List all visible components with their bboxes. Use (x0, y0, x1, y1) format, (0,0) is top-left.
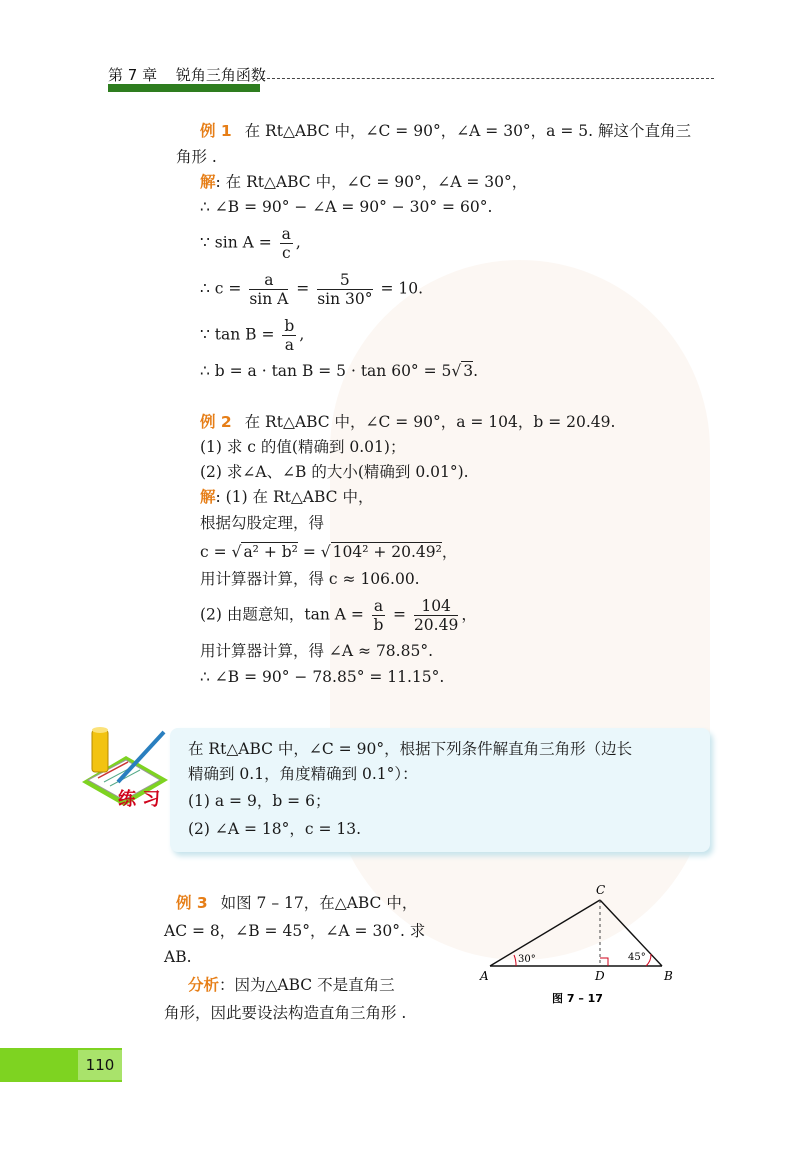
fraction-b-over-a (282, 317, 296, 354)
sqrt-radicand: a² + b² (243, 543, 298, 561)
vertex-label-C: C (596, 883, 606, 897)
example3-analysis-line1 (188, 974, 395, 996)
example1-line3 (200, 225, 301, 262)
figure-caption: 图 7 – 17 (552, 992, 603, 1005)
example3-analysis-tag: 分析 (188, 976, 220, 994)
fraction-denominator: 20.49 (413, 616, 459, 634)
example2-c-prefix: c = (200, 543, 227, 561)
example1-line5-suffix: , (299, 325, 305, 344)
example1-line4 (200, 271, 423, 308)
header-underline-bar (108, 84, 260, 92)
right-angle-mark (600, 958, 608, 966)
side-AC (490, 900, 600, 966)
fraction-denominator: c (281, 244, 291, 262)
vertex-label-D: D (595, 969, 605, 983)
sqrt-symbol: √ (320, 543, 331, 561)
example3-tag: 例 3 (176, 894, 208, 912)
fraction-numerator: 5 (317, 271, 372, 290)
example1-solution-line1 (200, 171, 527, 193)
fraction-104-over-2049 (414, 597, 458, 634)
fraction-numerator: a (249, 271, 288, 290)
example3-analysis-text: ：因为△ABC 不是直角三 (219, 976, 395, 994)
example1-line4-prefix: ∴ c = (200, 279, 242, 298)
example2-c-suffix: ， (441, 543, 458, 561)
angle-arc-A (514, 955, 516, 966)
example2-c-line (200, 541, 457, 563)
sqrt-radicand: 104² + 20.49² (332, 543, 442, 561)
fraction-a-over-c (280, 225, 293, 262)
example1-line4-suffix: = 10. (380, 279, 424, 298)
vertex-label-B: B (664, 969, 673, 983)
example1-line6 (200, 360, 478, 382)
example2-pythagoras-line: 根据勾股定理，得 (200, 514, 325, 532)
example2-tan-suffix: ， (461, 605, 477, 624)
example2-tag: 例 2 (200, 413, 232, 431)
fraction-a-over-b (372, 597, 385, 634)
example1-tag: 例 1 (200, 122, 232, 140)
example1-line6-suffix: . (473, 362, 479, 380)
fraction-denominator: a (284, 336, 295, 354)
example1-line3-suffix: , (295, 233, 301, 252)
vertex-label-A: A (480, 969, 489, 983)
example2-statement-text: 在 Rt△ABC 中，∠C = 90°，a = 104，b = 20.49. (244, 413, 616, 431)
fraction-numerator: 104 (414, 597, 458, 616)
fraction-numerator: a (281, 225, 291, 243)
sqrt-radicand: 3 (463, 362, 474, 380)
angle-label-B: 45° (628, 952, 646, 963)
example1-statement (200, 120, 691, 142)
example2-solution-line1 (200, 486, 373, 508)
exercise-line2: 精确到 0.1，角度精确到 0.1°）： (188, 765, 418, 783)
example1-line2: ∴ ∠B = 90° − ∠A = 90° − 30° = 60°. (200, 198, 493, 216)
example2-tan-prefix: (2) 由题意知，tan A = (200, 605, 364, 624)
angle-label-A: 30° (518, 954, 536, 965)
example2-calc1: 用计算器计算，得 c ≈ 106.00. (200, 570, 420, 588)
fraction-5-over-sin30 (317, 271, 372, 308)
chapter-title: 锐角三角函数 (175, 66, 266, 84)
example3-line1-text: 如图 7 – 17，在△ABC 中， (220, 894, 418, 912)
fraction-numerator: a (373, 597, 384, 615)
exercise-line4: (2) ∠A = 18°，c = 13. (188, 820, 362, 838)
triangle-figure (470, 880, 690, 1012)
chapter-number: 第 7 章 (108, 66, 158, 84)
equals-sign: = (296, 279, 310, 298)
header-dashed-rule (262, 78, 714, 79)
chapter-header (108, 64, 266, 85)
fraction-denominator: b (373, 616, 384, 634)
example1-line6-prefix: ∴ b = a · tan B = 5 · tan 60° = 5 (200, 362, 452, 380)
fraction-a-over-sinA (249, 271, 288, 308)
fraction-denominator: sin A (249, 290, 289, 308)
example2-question2: (2) 求∠A、∠B 的大小(精确到 0.01°). (200, 463, 469, 481)
example2-solution-tag: 解 (200, 488, 216, 506)
example1-solution-tag: 解 (200, 173, 216, 191)
page-number: 110 (78, 1050, 122, 1080)
example1-statement-line2: 角形 . (176, 148, 217, 166)
example1-line5-prefix: ∵ tan B = (200, 325, 275, 344)
example2-final: ∴ ∠B = 90° − 78.85° = 11.15°. (200, 668, 445, 686)
example1-statement-line1: 在 Rt△ABC 中，∠C = 90°，∠A = 30°，a = 5. 解这个直角三 (244, 122, 691, 140)
example3-line3: AB. (164, 948, 192, 966)
equals-sign: = (302, 543, 316, 561)
fraction-denominator: sin 30° (317, 290, 373, 308)
example2-solution-text: : (1) 在 Rt△ABC 中， (215, 488, 374, 506)
example1-solution-text: : 在 Rt△ABC 中，∠C = 90°，∠A = 30°， (215, 173, 528, 191)
sqrt-symbol: √ (451, 362, 462, 380)
exercise-line1: 在 Rt△ABC 中，∠C = 90°，根据下列条件解直角三角形（边长 (188, 740, 633, 758)
example1-line3-prefix: ∵ sin A = (200, 233, 272, 252)
angle-arc-B (646, 954, 651, 966)
equals-sign: = (393, 605, 406, 624)
example2-calc2: 用计算器计算，得 ∠A ≈ 78.85°. (200, 642, 434, 660)
example2-statement (200, 411, 615, 433)
example2-tan-line (200, 597, 477, 634)
exercise-label: 练 习 (118, 789, 161, 810)
example2-question1: (1) 求 c 的值(精确到 0.01)； (200, 438, 406, 456)
fraction-numerator: b (284, 317, 295, 335)
exercise-line3: (1) a = 9，b = 6； (188, 792, 331, 810)
example3-line2: AC = 8，∠B = 45°，∠A = 30°. 求 (164, 922, 426, 940)
example3-line1 (176, 892, 417, 914)
example3-analysis-line2: 角形，因此要设法构造直角三角形 . (164, 1004, 407, 1022)
example1-line5 (200, 317, 304, 354)
sqrt-symbol: √ (231, 543, 242, 561)
